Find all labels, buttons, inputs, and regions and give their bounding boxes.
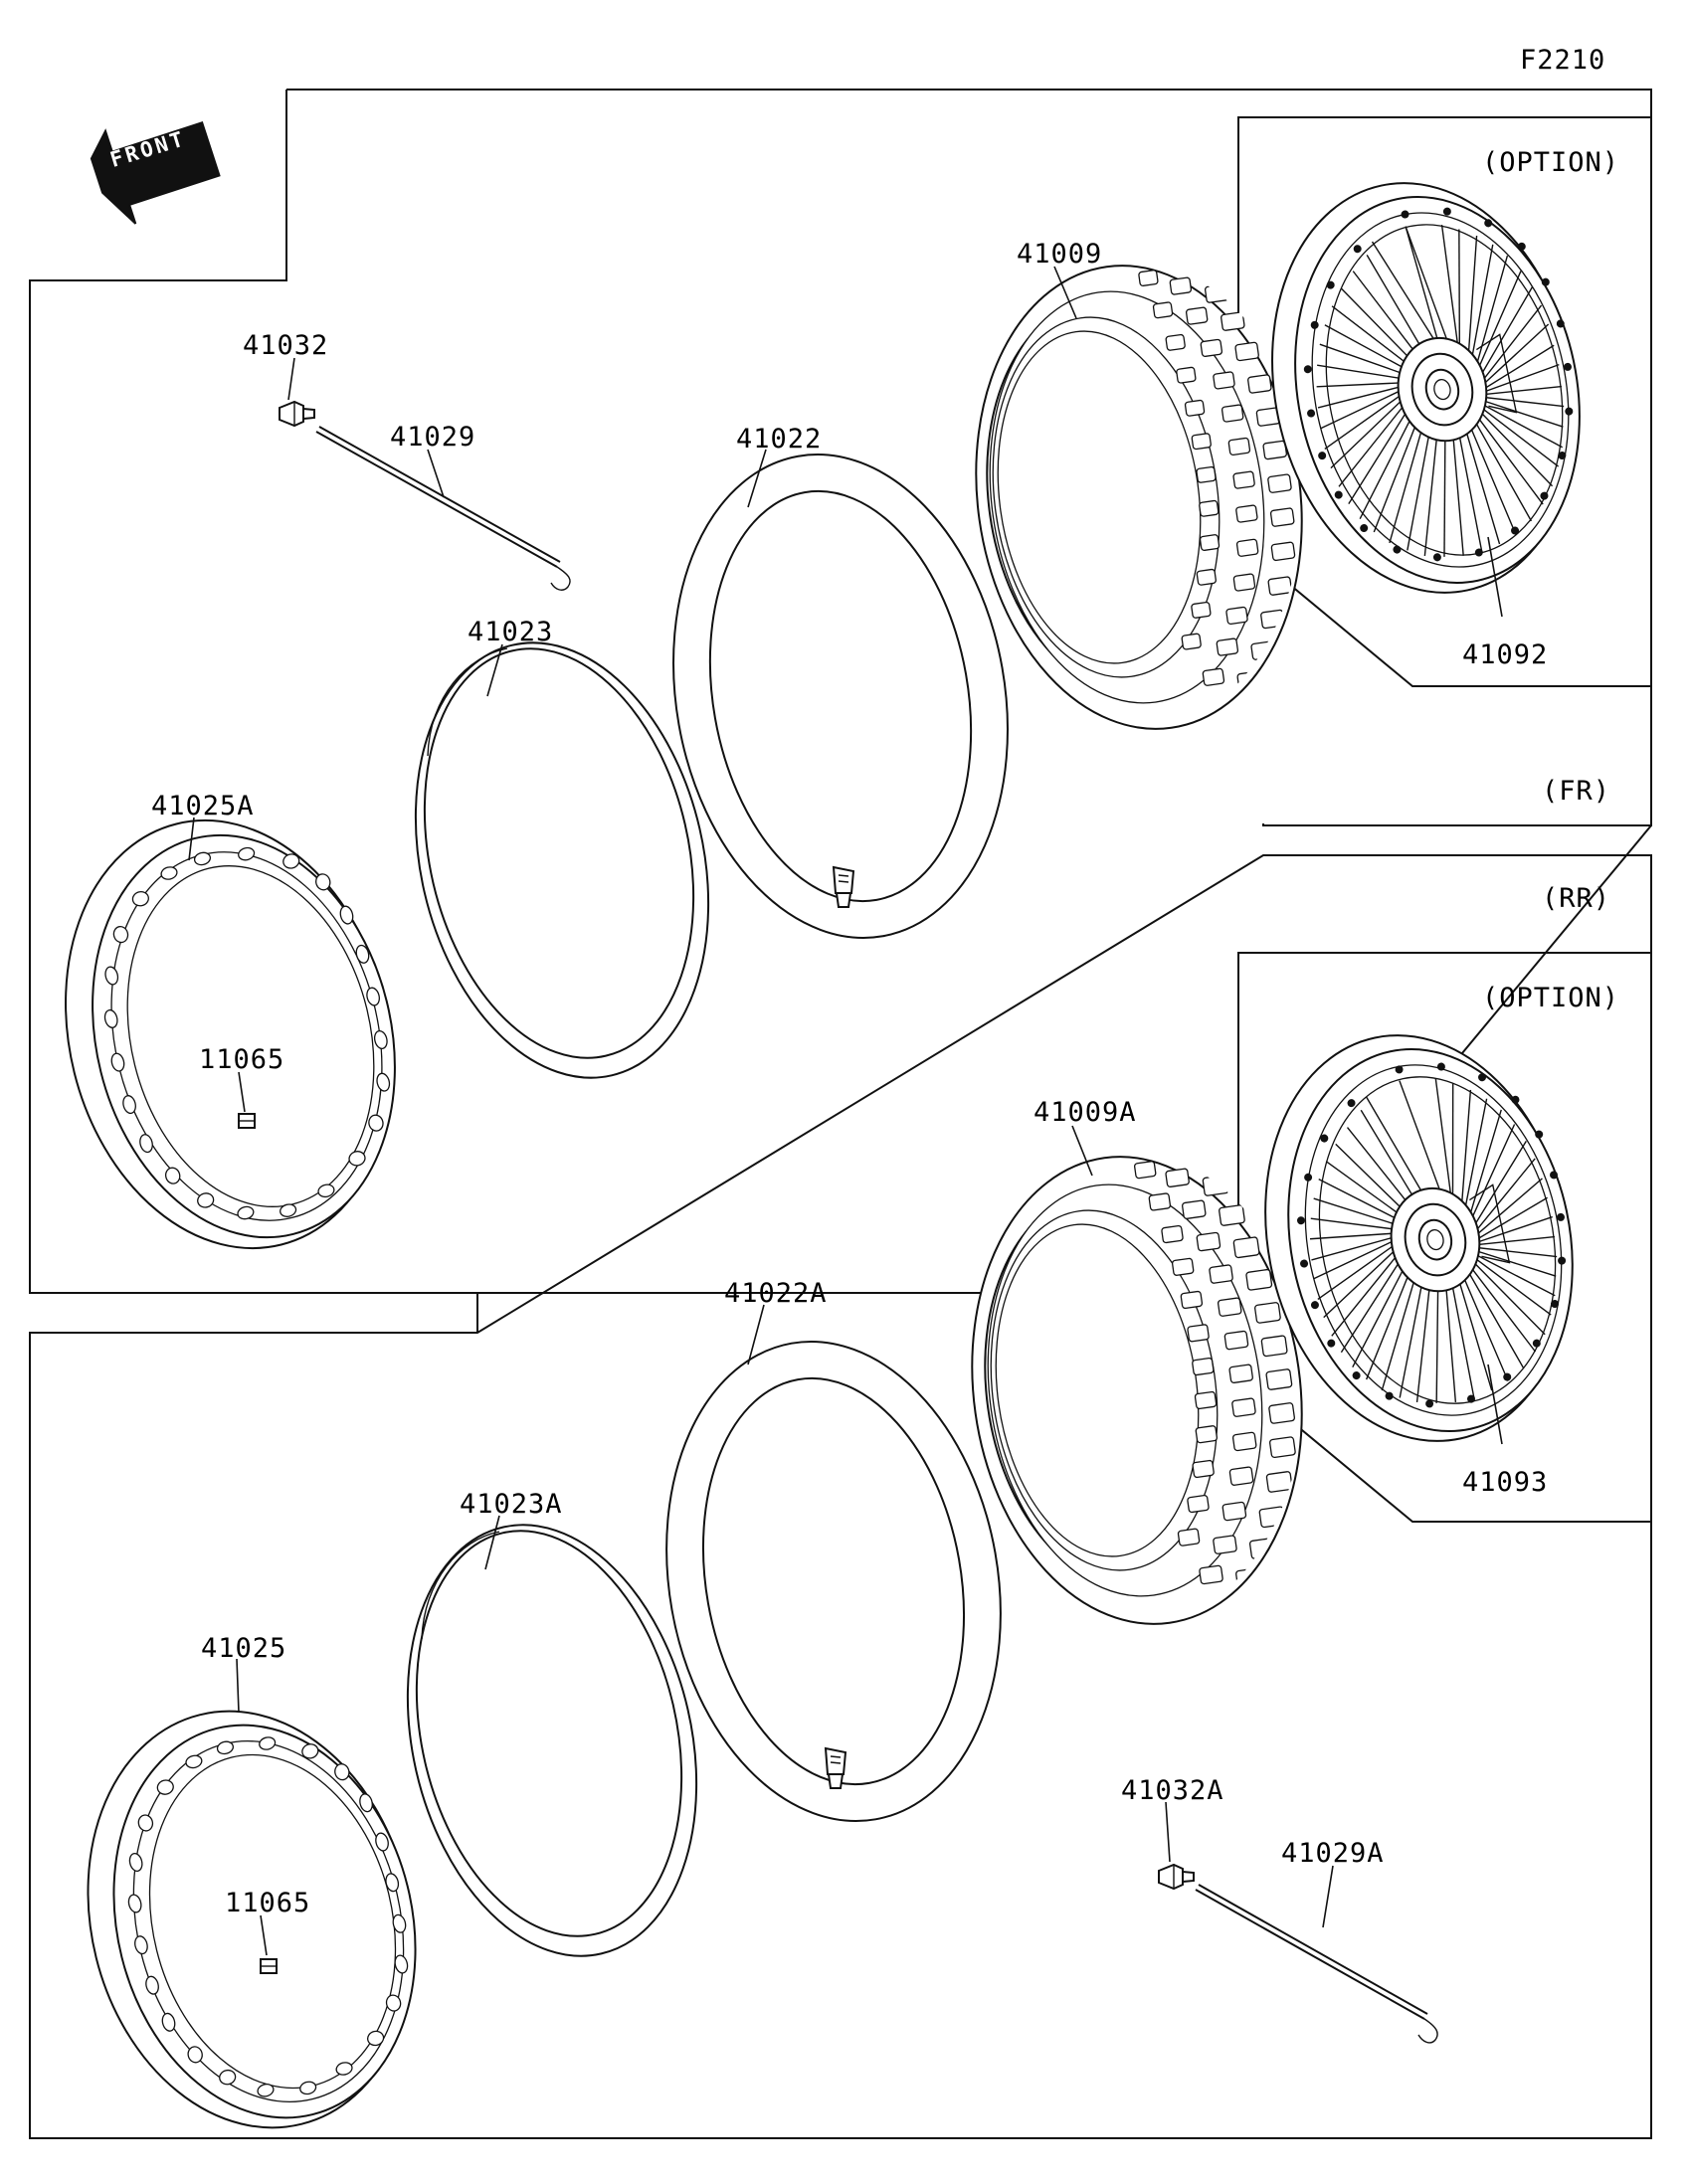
callout-11065-rear: 11065 xyxy=(225,1888,311,1918)
part-41032A-spoke-nipple-rear xyxy=(1159,1865,1194,1889)
callout-41025A: 41025A xyxy=(151,791,255,821)
callout-41032A: 41032A xyxy=(1121,1775,1224,1806)
front-direction-arrow xyxy=(85,101,226,230)
callout-41009: 41009 xyxy=(1017,239,1103,270)
leader-41029 xyxy=(428,450,444,497)
part-11065-cap-front xyxy=(239,1114,255,1128)
leader-41032 xyxy=(288,358,294,400)
part-41025-rim-rear xyxy=(45,1677,456,2163)
callout-41032: 41032 xyxy=(243,330,329,361)
callout-41092: 41092 xyxy=(1462,639,1549,670)
part-41025A-rim-front xyxy=(22,786,436,1283)
leader-41032A xyxy=(1166,1802,1170,1862)
part-11065-cap-rear xyxy=(261,1959,277,1973)
leader-41029A xyxy=(1323,1866,1333,1927)
option-label-front: (OPTION) xyxy=(1482,147,1620,178)
leader-41025 xyxy=(237,1659,239,1713)
option-label-rear: (OPTION) xyxy=(1482,983,1620,1013)
callout-41025: 41025 xyxy=(201,1633,287,1664)
callout-41093: 41093 xyxy=(1462,1467,1549,1498)
section-label-front: (FR) xyxy=(1542,776,1611,807)
part-41029A-spoke-rear xyxy=(1196,1885,1437,2043)
sheet-number: F2210 xyxy=(1520,45,1606,76)
callout-41023: 41023 xyxy=(468,617,554,647)
callout-41029A: 41029A xyxy=(1281,1838,1385,1869)
callout-41023A: 41023A xyxy=(460,1489,563,1520)
callout-41022A: 41022A xyxy=(724,1278,828,1309)
callout-41029: 41029 xyxy=(390,422,476,453)
part-41032-spoke-nipple xyxy=(280,402,314,426)
section-label-rear: (RR) xyxy=(1542,883,1611,914)
front-marker-text: FRONT xyxy=(107,126,189,172)
callout-11065-front: 11065 xyxy=(199,1044,285,1075)
callout-41022: 41022 xyxy=(736,424,823,455)
callout-41009A: 41009A xyxy=(1033,1097,1137,1128)
